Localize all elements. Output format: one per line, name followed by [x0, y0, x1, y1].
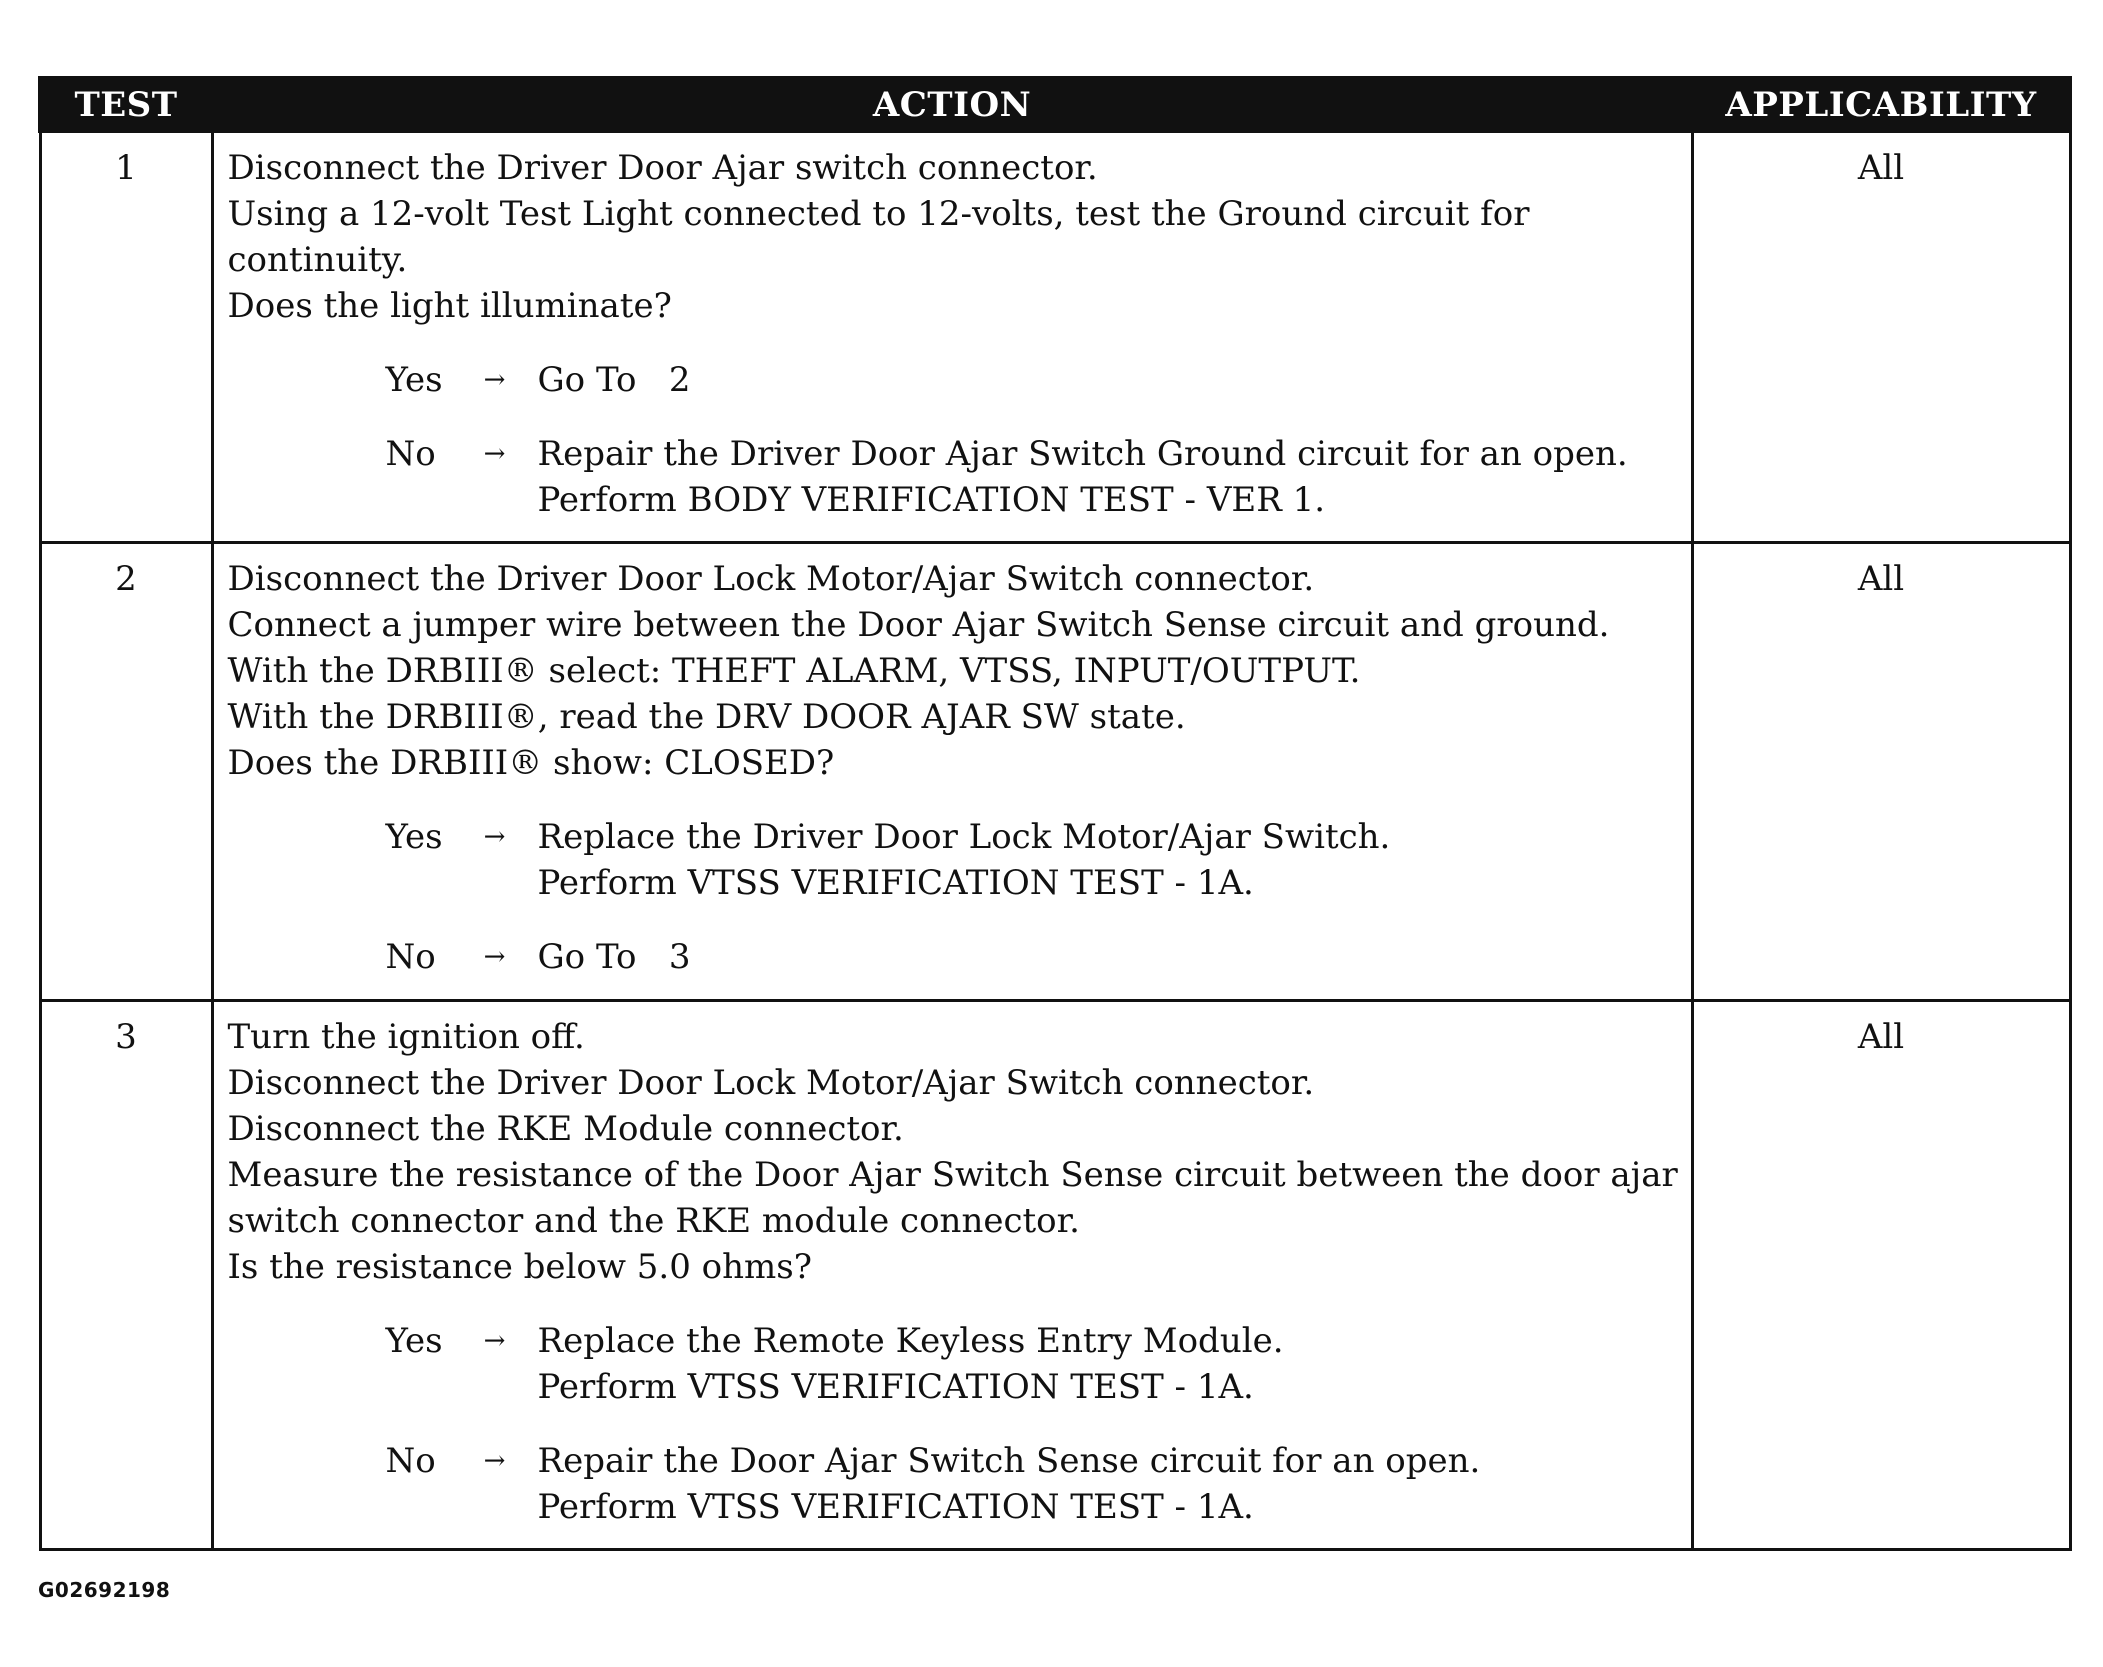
outcome-line: Replace the Remote Keyless Entry Module.: [537, 1321, 1284, 1361]
outcome-list: [228, 814, 1681, 980]
applicability-value: All: [1692, 132, 2070, 543]
outcome-text: [538, 357, 1681, 403]
figure-id: G02692198: [38, 1578, 171, 1602]
outcome-text: [538, 1438, 1681, 1530]
header-row: [40, 78, 2070, 132]
outcome-line: Repair the Door Ajar Switch Sense circuit for an open.: [537, 1441, 1481, 1481]
applicability-value: All: [1692, 1001, 2070, 1550]
outcome-label: Yes: [385, 1321, 443, 1361]
outcome-label: Yes: [385, 817, 443, 857]
header-action: ACTION: [212, 78, 1692, 132]
applicability-value: All: [1692, 543, 2070, 1001]
table-row-test-1: [40, 132, 2070, 543]
action-step: Does the DRBIII® show: CLOSED?: [227, 743, 835, 783]
outcome-label: Yes: [385, 360, 443, 400]
outcome-no: [386, 1438, 1681, 1530]
outcome-no: [386, 934, 1681, 980]
outcome-line: Go To 3: [537, 937, 691, 977]
test-number: 1: [40, 132, 212, 543]
table-row-test-2: [40, 543, 2070, 1001]
action-step: Is the resistance below 5.0 ohms?: [227, 1247, 812, 1287]
outcome-no: [386, 431, 1681, 523]
outcome-line: Perform VTSS VERIFICATION TEST - 1A.: [537, 1367, 1254, 1407]
diagnostic-test-table: [38, 76, 2072, 1551]
right-arrow-icon: →: [483, 1326, 506, 1356]
action-step: Turn the ignition off.: [227, 1017, 585, 1057]
action-cell: [212, 1001, 1692, 1550]
action-step: continuity.: [227, 240, 408, 280]
action-step: Using a 12-volt Test Light connected to 12-volts, test the Ground circuit for: [227, 194, 1530, 234]
outcome-line: Perform VTSS VERIFICATION TEST - 1A.: [537, 1487, 1254, 1527]
outcome-line: Go To 2: [537, 360, 691, 400]
action-step: Disconnect the Driver Door Lock Motor/Ajar Switch connector.: [227, 1063, 1315, 1103]
outcome-line: Repair the Driver Door Ajar Switch Ground circuit for an open.: [537, 434, 1628, 474]
outcome-text: [538, 431, 1681, 523]
action-cell: [212, 543, 1692, 1001]
right-arrow-icon: →: [483, 365, 506, 395]
action-cell: [212, 132, 1692, 543]
right-arrow-icon: →: [483, 822, 506, 852]
right-arrow-icon: →: [483, 439, 506, 469]
header-applicability: APPLICABILITY: [1692, 78, 2070, 132]
action-step: With the DRBIII® select: THEFT ALARM, VTSS, INPUT/OUTPUT.: [227, 651, 1361, 691]
outcome-yes: [386, 1318, 1681, 1410]
header-test: TEST: [40, 78, 212, 132]
outcome-yes: [386, 814, 1681, 906]
test-number: 2: [40, 543, 212, 1001]
action-step: With the DRBIII®, read the DRV DOOR AJAR SW state.: [227, 697, 1186, 737]
table-body: [40, 132, 2070, 1550]
outcome-yes: [386, 357, 1681, 403]
action-step: Does the light illuminate?: [227, 286, 672, 326]
outcome-list: [228, 357, 1681, 523]
action-step: switch connector and the RKE module connector.: [227, 1201, 1080, 1241]
outcome-text: [538, 1318, 1681, 1410]
outcome-line: Perform VTSS VERIFICATION TEST - 1A.: [537, 863, 1254, 903]
outcome-label: No: [385, 434, 436, 474]
outcome-list: [228, 1318, 1681, 1530]
table-header: [40, 78, 2070, 132]
outcome-text: [538, 814, 1681, 906]
outcome-line: Replace the Driver Door Lock Motor/Ajar Switch.: [537, 817, 1391, 857]
right-arrow-icon: →: [483, 1446, 506, 1476]
action-step: Disconnect the Driver Door Lock Motor/Ajar Switch connector.: [227, 559, 1315, 599]
outcome-text: [538, 934, 1681, 980]
right-arrow-icon: →: [483, 942, 506, 972]
action-step: Disconnect the RKE Module connector.: [227, 1109, 904, 1149]
action-step: Disconnect the Driver Door Ajar switch connector.: [227, 148, 1098, 188]
outcome-label: No: [385, 937, 436, 977]
test-number: 3: [40, 1001, 212, 1550]
action-step: Connect a jumper wire between the Door Ajar Switch Sense circuit and ground.: [227, 605, 1610, 645]
outcome-label: No: [385, 1441, 436, 1481]
outcome-line: Perform BODY VERIFICATION TEST - VER 1.: [537, 480, 1326, 520]
table-row-test-3: [40, 1001, 2070, 1550]
action-step: Measure the resistance of the Door Ajar Switch Sense circuit between the door ajar: [227, 1155, 1678, 1195]
